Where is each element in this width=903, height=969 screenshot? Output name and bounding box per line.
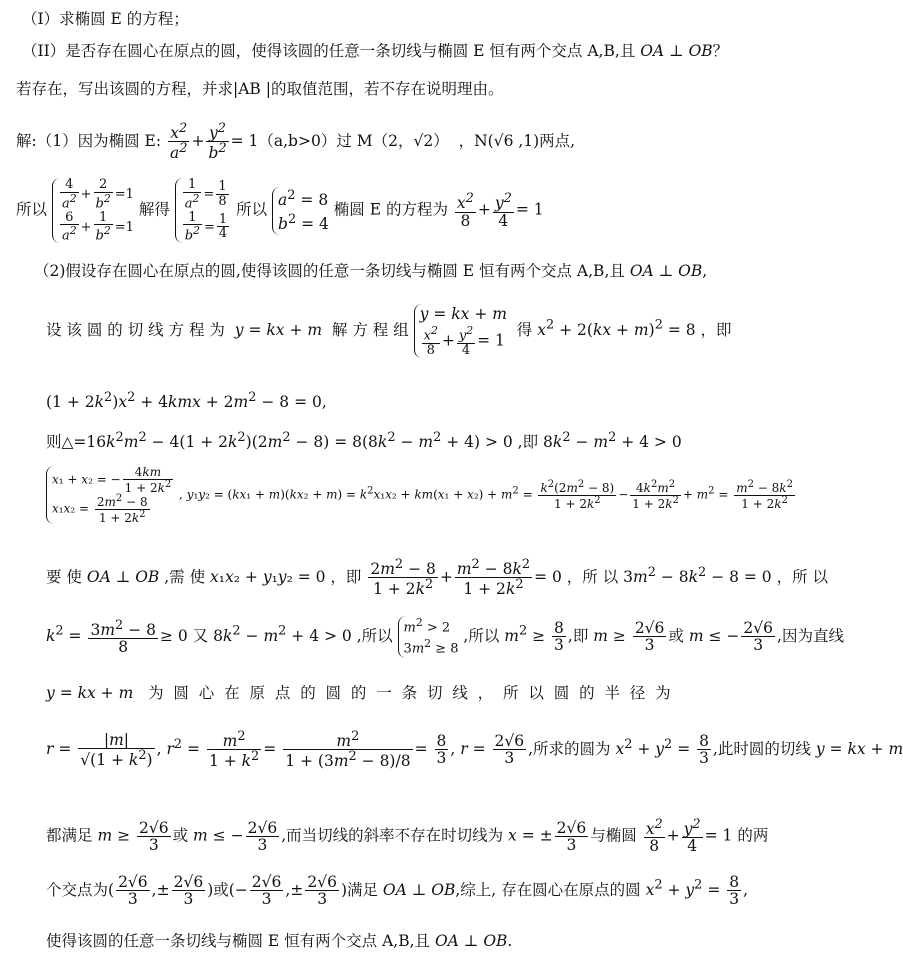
solution-line-2: 所以 $\frac{4}{a^2}$ + $\frac{2}{b^2}$ =1 $\frac{6}{a^2}$ + $\frac{1}{b^2}$ =1 解得 $\frac{1}{a^2}$ = $\frac{1}{8}$ $\frac{1}{b^2}$ = $\frac{1}{4}$ 所以 $a^2 = 8$ $b^2 = 4$ 椭圆 E 的方程为 $\frac{x^2}{8}$ + $\frac{y^2}{4}$ = 1	[16, 177, 544, 244]
solution-line-radius: r = $\frac{|m|}{√(1 + k^2)}$ , $r^2$ = $\frac{m^2}{1 + k^2}$ = $\frac{m^2}{1 + (3m^2 - 8)/8}$ = $\frac{8}{3}$ , r = $\frac{2√6}{3}$ ,所求的圆为 $x^2 + y^2$ = $\frac{8}{3}$ ,此时圆的切线 y = kx + m	[46, 729, 903, 771]
solution-line-radius-intro: y = kx + m 为 圆 心 在 原 点 的 圆 的 一 条 切 线 ， 所 以 圆 的 半 径 为	[46, 684, 671, 702]
question-part-2-cont: 若存在，写出该圆的方程，并求|AB |的取值范围，若不存在说明理由。	[16, 80, 504, 98]
solution-line-vertical-tangent: 都满足 m ≥ $\frac{2√6}{3}$ 或 m ≤ − $\frac{2√6}{3}$ ,而当切线的斜率不存在时切线为 x = ± $\frac{2√6}{3}$ 与椭圆 $\frac{x^2}{8}$ + $\frac{y^2}{4}$ = 1 的两	[46, 817, 769, 856]
solution-line-1: 解:（1）因为椭圆 E: $\frac{x^2}{a^2}$ + $\frac{y^2}{b^2}$ = 1（a,b>0）过 M（2，√2） ，N(√6 ,1)两点,	[16, 121, 576, 163]
solution-line-conclusion: 个交点为( $\frac{2√6}{3}$ ,± $\frac{2√6}{3}$ )或(− $\frac{2√6}{3}$ ,± $\frac{2√6}{3}$ )满足 OA ⊥ OB,综上, 存在圆心在原点的圆 $x^2 + y^2$ = $\frac{8}{3}$ ,	[46, 873, 749, 909]
solution-line-vieta: x₁ + x₂ = − $\frac{4km}{1 + 2k^2}$ x₁x₂ = $\frac{2m^2 - 8}{1 + 2k^2}$ , $y_1y_2 = (kx_1 + m)(kx_2 + m) = k^2x_1x_2 + km(x_1 + x_2) + m^2$ = $\frac{k^2(2m^2 - 8)}{1 + 2k^2}$ − $\frac{4k^2m^2}{1 + 2k^2}$ + $m^2$ = $\frac{m^2 - 8k^2}{1 + 2k^2}$	[46, 466, 797, 524]
solution-part-2-intro: （2)假设存在圆心在原点的圆,使得该圆的任意一条切线与椭圆 E 恒有两个交点 A,B,且 OA ⊥ OB,	[34, 262, 708, 280]
question-part-2: （II）是否存在圆心在原点的圆，使得该圆的任意一条切线与椭圆 E 恒有两个交点 A,B,且 OA ⊥ OB？	[22, 42, 729, 60]
solution-line-perpendicular: 要 使 OA ⊥ OB ,需 使 x₁x₂ + y₁y₂ = 0 ，即 $\frac{2m^2 - 8}{1 + 2k^2}$ + $\frac{m^2 - 8k^2}{1 + 2k^2}$ = 0 ，所 以 $3m^2 - 8k^2 - 8 = 0$ ，所 以	[46, 557, 829, 599]
solution-line-tangent: 设 该 圆 的 切 线 方 程 为 y = kx + m 解 方 程 组 y = kx + m $\frac{x^2}{8}$ + $\frac{y^2}{4}$ = 1 得 $x^2 + 2(kx + m)^2 = 8$ ，即	[46, 305, 732, 358]
solution-line-final: 使得该圆的任意一条切线与椭圆 E 恒有两个交点 A,B,且 OA ⊥ OB.	[46, 932, 513, 950]
solution-line-discriminant: 则$\triangle=16k^2m^2 - 4(1 + 2k^2)(2m^2 - 8) = 8(8k^2 - m^2 + 4) > 0$ ,即 $8k^2 - m^2 + 4 > 0$	[46, 430, 682, 452]
question-part-1: （I）求椭圆 E 的方程；	[22, 10, 189, 28]
solution-line-quadratic: $(1 + 2k^2)x^2 + 4kmx + 2m^2 - 8 = 0$,	[46, 390, 327, 412]
solution-line-range: $k^2$ = $\frac{3m^2 - 8}{8}$ ≥ 0 又 $8k^2 - m^2 + 4 > 0$ ,所以 $m^2 > 2$ $3m^2 \ge 8$ ,所以 $m^2$ ≥ $\frac{8}{3}$ ,即 m ≥ $\frac{2√6}{3}$ 或 m ≤ − $\frac{2√6}{3}$ ,因为直线	[46, 616, 844, 657]
